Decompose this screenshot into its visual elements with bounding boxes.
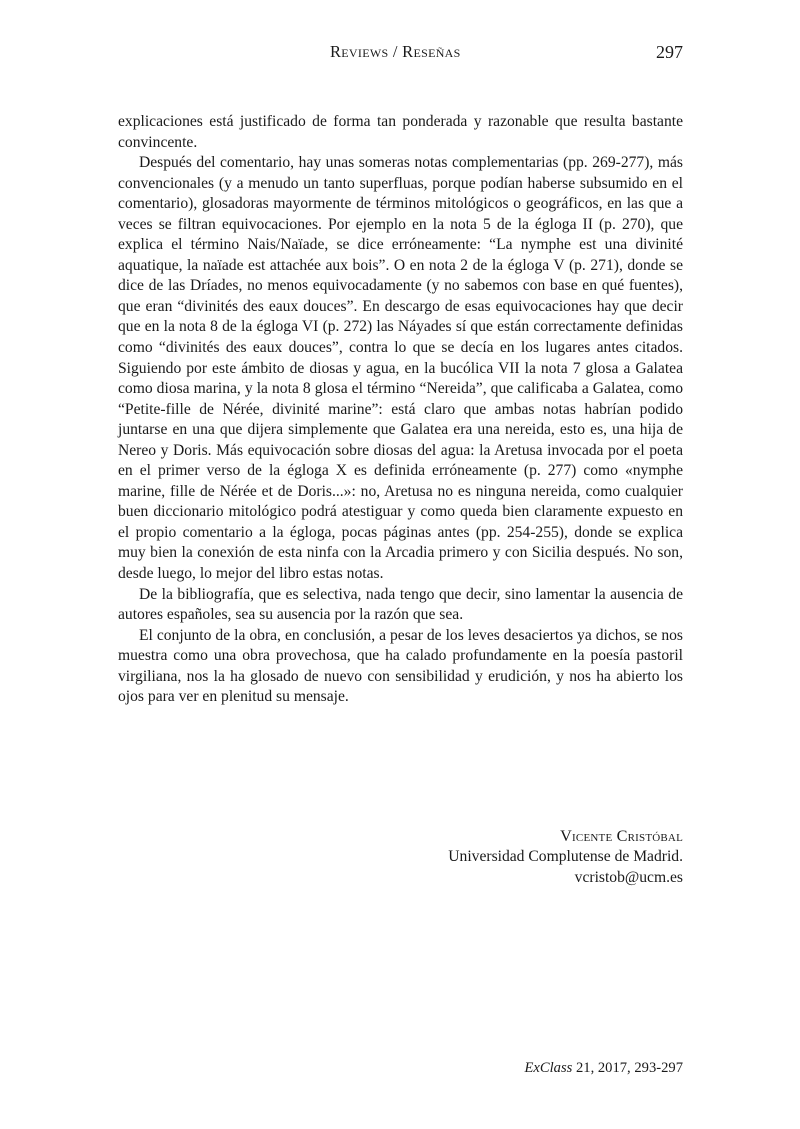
paragraph: De la bibliografía, que es selectiva, nada tengo que decir, sino lamentar la ausencia de autores españoles, sea su ausencia por la razón que sea.	[118, 585, 683, 624]
author-affiliation: Universidad Complutense de Madrid.	[448, 847, 683, 865]
body-text-block	[118, 112, 683, 708]
page-footer	[118, 1060, 683, 1077]
paragraph: El conjunto de la obra, en conclusión, a pesar de los leves desaciertos ya dichos, se nos muestra como una obra provechosa, que ha calado profundamente en la poesía pastoril virgiliana, nos la ha glosado de nuevo con sensibilidad y erudición, y nos ha abierto los ojos para ver en plenitud su mensaje.	[118, 626, 683, 706]
author-email: vcristob@ucm.es	[574, 868, 683, 886]
running-head	[118, 42, 683, 66]
paragraph-continued: explicaciones está justificado de forma tan ponderada y razonable que resulta bastante convincente.	[118, 113, 683, 151]
journal-name: ExClass	[524, 1060, 573, 1076]
author-name: Vicente Cristóbal	[560, 827, 683, 845]
page-number: 297	[656, 42, 683, 62]
signature-block	[118, 826, 683, 888]
journal-citation: 21, 2017, 293-297	[572, 1060, 683, 1076]
paragraph: Después del comentario, hay unas someras notas complementarias (pp. 269-277), más convencionales (y a menudo un tanto superfluas, porque podían haberse subsumido en el comentario), glosadoras mayormente de términos mitológicos o geográficos, en las que a veces se filtran equivocaciones. Por ejemplo en la nota 5 de la égloga II (p. 270), que explica el término Nais/Naïade, se dice erróneamente: “La nymphe est una divinité aquatique, la naïade est attachée aux bois”. O en nota 2 de la égloga V (p. 271), donde se dice de las Dríades, no menos equivocadamente (y no sabemos con base en qué fuentes), que eran “divinités des eaux douces”. En descargo de esas equivocaciones hay que decir que en la nota 8 de la égloga VI (p. 272) las Náyades sí que están correctamente definidas como “divinités des eaux douces”, contra lo que se decía en los lugares antes citados. Siguiendo por este ámbito de diosas y agua, en la bucólica VII la nota 7 glosa a Galatea como diosa marina, y la nota 8 glosa el término “Nereida”, que calificaba a Galatea, como “Petite-fille de Nérée, divinité marine”: está claro que ambas notas habrían podido juntarse en una que dijera simplemente que Galatea era una nereida, esto es, una hija de Nereo y Doris. Más equivocación sobre diosas del agua: la Aretusa invocada por el poeta en el primer verso de la égloga X es definida erróneamente (p. 277) como «nymphe marine, fille de Nérée et de Doris...»: no, Aretusa no es ninguna nereida, como cualquier buen diccionario mitológico podrá atestiguar y como queda bien claramente expuesto en el propio comentario a la égloga, pocas páginas antes (pp. 254-255), donde se explica muy bien la conexión de esta ninfa con la Arcadia primero y con Sicilia después. No son, desde luego, lo mejor del libro estas notas.	[118, 154, 683, 583]
running-head-title: Reviews / Reseñas	[330, 42, 461, 61]
